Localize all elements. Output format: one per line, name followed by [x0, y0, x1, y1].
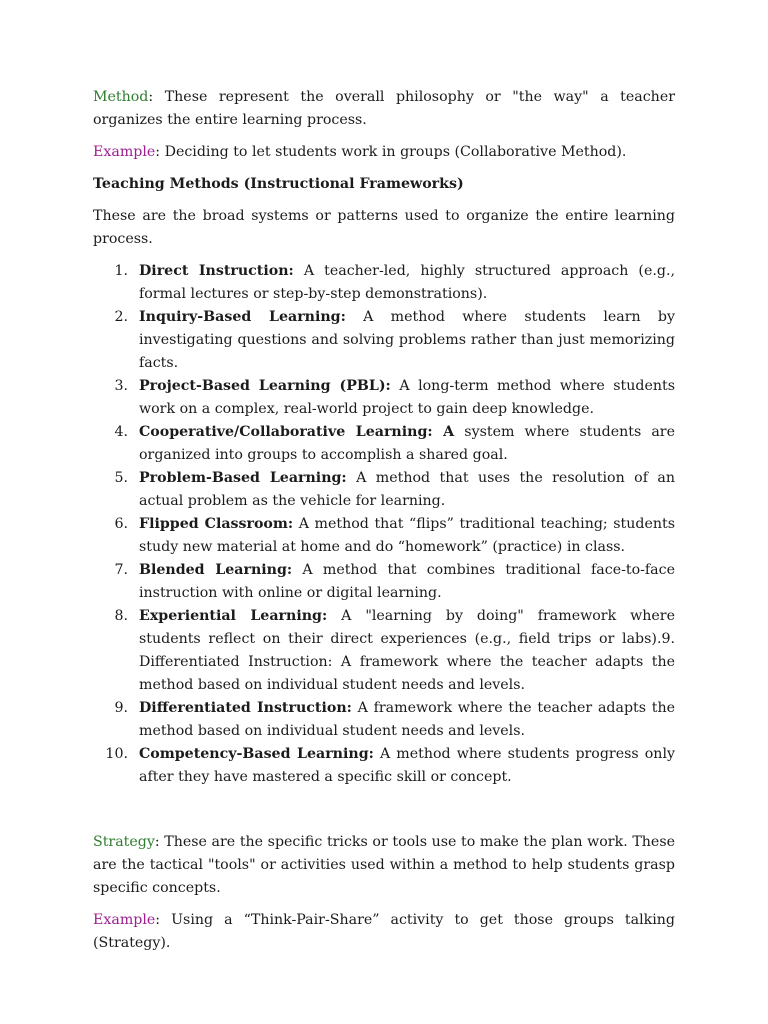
- example-text-1: : Deciding to let students work in groups (Collaborative Method).: [155, 144, 627, 160]
- example-label-1: Example: [93, 144, 156, 160]
- methods-list: [93, 260, 675, 789]
- method-term: Project-Based Learning (PBL):: [139, 378, 391, 394]
- list-number: 1.: [114, 263, 128, 279]
- method-description: A teacher-led, highly structured approach (e.g., formal lectures or step-by-step demonstrations).: [139, 263, 675, 302]
- method-description: A method that uses the resolution of an actual problem as the vehicle for learning.: [139, 470, 675, 509]
- method-term: Experiential Learning:: [139, 608, 328, 624]
- list-number: 3.: [114, 378, 128, 394]
- list-item: [93, 375, 675, 421]
- method-description: A "learning by doing" framework where students reflect on their direct experiences (e.g., field trips or labs).9. Differentiated Instruction: A framework where the teacher adapts the method based on individual student needs and levels.: [139, 608, 675, 693]
- method-term: Differentiated Instruction:: [139, 700, 352, 716]
- section-heading: Teaching Methods (Instructional Frameworks): [93, 176, 464, 192]
- strategy-label: Strategy: [93, 834, 155, 850]
- list-item: [93, 421, 675, 467]
- list-number: 4.: [114, 424, 128, 440]
- example-text-2: : Using a “Think-Pair-Share” activity to get those groups talking (Strategy).: [93, 912, 675, 951]
- method-term: Blended Learning:: [139, 562, 293, 578]
- list-item: [93, 260, 675, 306]
- method-term: Inquiry-Based Learning:: [139, 309, 346, 325]
- example-paragraph-1: [93, 141, 675, 164]
- method-description: A framework where the teacher adapts the method based on individual student needs and levels.: [139, 700, 675, 739]
- method-description: A method that combines traditional face-to-face instruction with online or digital learning.: [139, 562, 675, 601]
- list-number: 5.: [114, 470, 128, 486]
- method-description: A method where students progress only after they have mastered a specific skill or concept.: [139, 746, 675, 785]
- list-item: [93, 513, 675, 559]
- strategy-text: : These are the specific tricks or tools use to make the plan work. These are the tactical "tools" or activities used within a method to help students grasp specific concepts.: [93, 834, 675, 896]
- method-term: Flipped Classroom:: [139, 516, 294, 532]
- list-item: [93, 467, 675, 513]
- list-number: 10.: [105, 746, 128, 762]
- list-item: [93, 697, 675, 743]
- method-term: Competency-Based Learning:: [139, 746, 374, 762]
- method-description: A method that “flips” traditional teaching; students study new material at home and do “homework” (practice) in class.: [139, 516, 675, 555]
- document-page: [93, 86, 675, 955]
- list-number: 9.: [114, 700, 128, 716]
- intro-paragraph: These are the broad systems or patterns used to organize the entire learning process.: [93, 208, 675, 247]
- list-item: [93, 605, 675, 697]
- strategy-paragraph: [93, 831, 675, 900]
- list-number: 6.: [114, 516, 128, 532]
- section-spacer: [93, 789, 675, 831]
- method-description: system where students are organized into groups to accomplish a shared goal.: [139, 424, 675, 463]
- method-paragraph: [93, 86, 675, 132]
- method-label: Method: [93, 89, 149, 105]
- list-item: [93, 306, 675, 375]
- list-item: [93, 743, 675, 789]
- example-paragraph-2: [93, 909, 675, 955]
- method-description: A method where students learn by investigating questions and solving problems rather than just memorizing facts.: [139, 309, 675, 371]
- list-number: 2.: [114, 309, 128, 325]
- method-term: Problem-Based Learning:: [139, 470, 347, 486]
- method-term: Direct Instruction:: [139, 263, 294, 279]
- method-term: Cooperative/Collaborative Learning: A: [139, 424, 455, 440]
- method-description: A long-term method where students work on a complex, real-world project to gain deep knowledge.: [139, 378, 675, 417]
- list-number: 7.: [114, 562, 128, 578]
- example-label-2: Example: [93, 912, 156, 928]
- list-item: [93, 559, 675, 605]
- list-number: 8.: [114, 608, 128, 624]
- method-text: : These represent the overall philosophy or "the way" a teacher organizes the entire learning process.: [93, 89, 675, 128]
